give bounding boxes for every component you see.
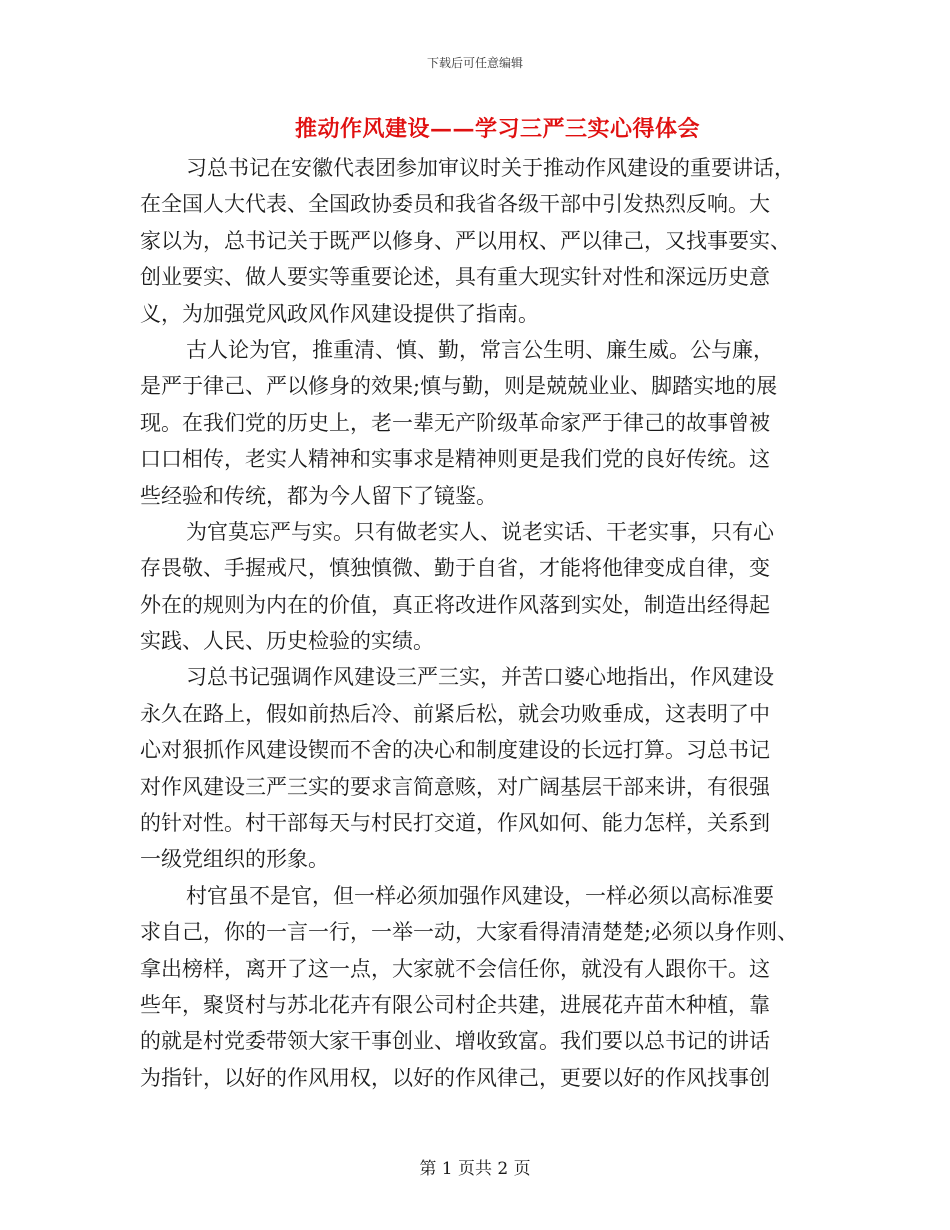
body-line: 对作风建设三严三实的要求言简意赅，对广阔基层干部来讲，有很强 [140, 774, 770, 799]
body-line: 创业要实、做人要实等重要论述，具有重大现实针对性和深远历史意 [140, 265, 770, 290]
body-line: 古人论为官，推重清、慎、勤，常言公生明、廉生威。公与廉， [186, 337, 774, 362]
document-body [140, 150, 812, 1096]
body-line: 为官莫忘严与实。只有做老实人、说老实话、干老实事，只有心 [186, 519, 774, 544]
body-line: 家以为，总书记关于既严以修身、严以用权、严以律己，又找事要实、 [140, 228, 791, 253]
body-line: 习总书记强调作风建设三严三实，并苦口婆心地指出，作风建设 [186, 665, 774, 690]
body-line: 是严于律己、严以修身的效果;慎与勤，则是兢兢业业、脚踏实地的展 [140, 374, 778, 399]
body-line: 存畏敬、手握戒尺，慎独慎微、勤于自省，才能将他律变成自律，变 [140, 556, 770, 581]
body-line: 的针对性。村干部每天与村民打交道，作风如何、能力怎样，关系到 [140, 811, 770, 836]
body-line: 在全国人大代表、全国政协委员和我省各级干部中引发热烈反响。大 [140, 192, 770, 217]
body-line: 些经验和传统，都为今人留下了镜鉴。 [140, 483, 497, 508]
body-line: 实践、人民、历史检验的实绩。 [140, 629, 434, 654]
body-line: 为指针，以好的作风用权，以好的作风律己，更要以好的作风找事创 [140, 1065, 770, 1090]
body-line: 拿出榜样，离开了这一点，大家就不会信任你，就没有人跟你干。这 [140, 956, 770, 981]
body-line: 现。在我们党的历史上，老一辈无产阶级革命家严于律己的故事曾被 [140, 410, 770, 435]
body-line: 口口相传，老实人精神和实事求是精神则更是我们党的良好传统。这 [140, 447, 770, 472]
body-line: 些年，聚贤村与苏北花卉有限公司村企共建，进展花卉苗木种植，靠 [140, 992, 770, 1017]
header-note: 下载后可任意编辑 [426, 56, 523, 70]
document-title: 推动作风建设——学习三严三实心得体会 [294, 116, 700, 142]
body-line: 习总书记在安徽代表团参加审议时关于推动作风建设的重要讲话， [186, 156, 795, 180]
body-line: 的就是村党委带领大家干事创业、增收致富。我们要以总书记的讲话 [140, 1029, 770, 1054]
body-line: 义，为加强党风政风作风建设提供了指南。 [140, 301, 539, 326]
body-line: 村官虽不是官，但一样必须加强作风建设，一样必须以高标准要 [186, 883, 774, 908]
body-line: 外在的规则为内在的价值，真正将改进作风落到实处，制造出经得起 [140, 592, 770, 617]
body-line: 一级党组织的形象。 [140, 847, 329, 872]
page-number: 第 1 页共 2 页 [419, 1159, 531, 1179]
body-line: 求自己，你的一言一行，一举一动，大家看得清清楚楚;必须以身作则、 [140, 920, 799, 945]
body-line: 心对狠抓作风建设锲而不舍的决心和制度建设的长远打算。习总书记 [140, 738, 770, 763]
body-line: 永久在路上，假如前热后冷、前紧后松，就会功败垂成，这表明了中 [140, 701, 770, 726]
